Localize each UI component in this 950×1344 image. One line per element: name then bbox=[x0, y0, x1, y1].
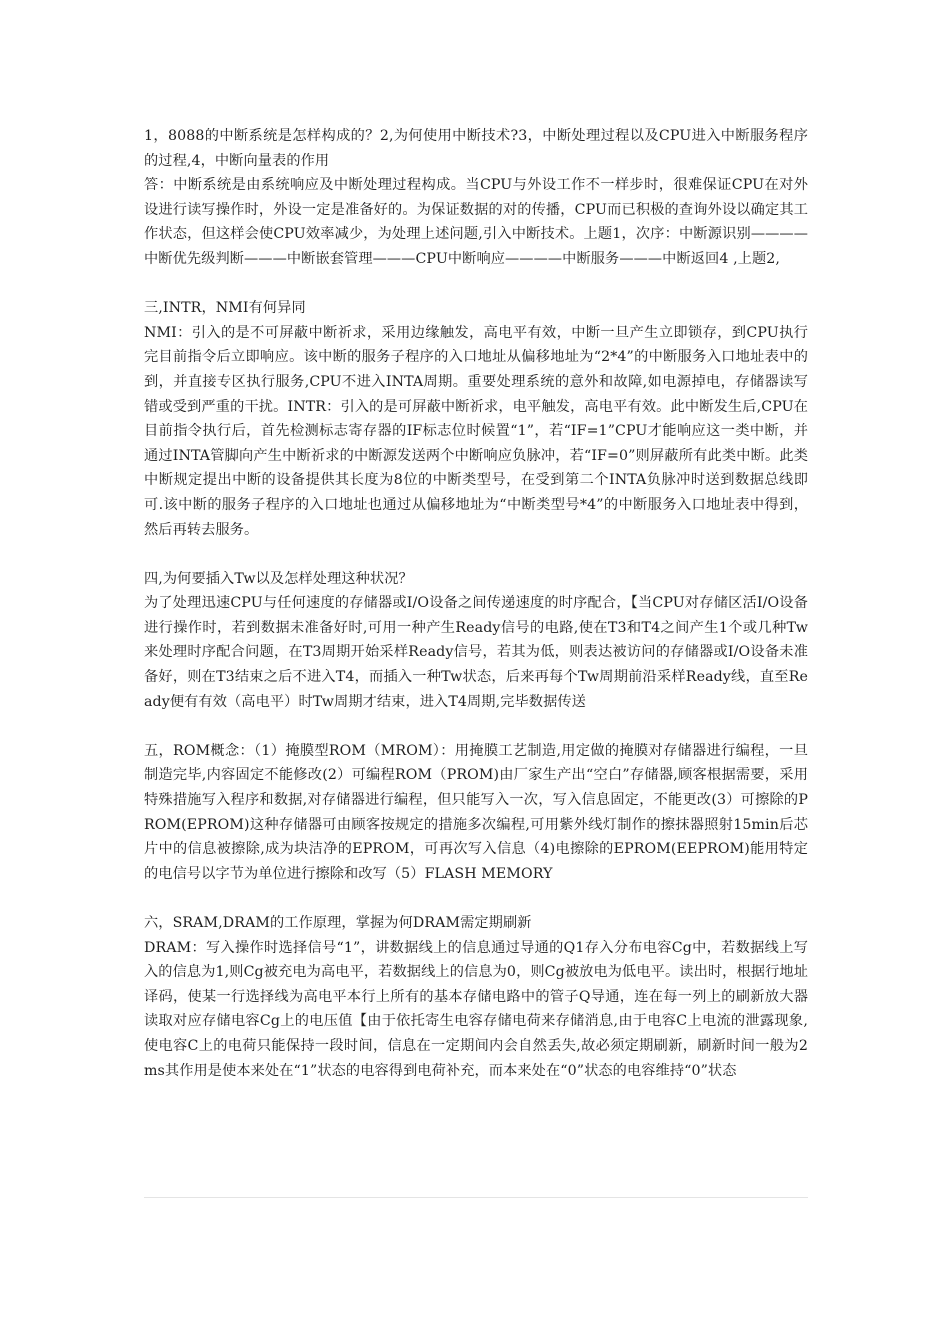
paragraph-gap bbox=[144, 272, 808, 297]
document-body bbox=[144, 124, 808, 1083]
answer-4: 为了处理迅速CPU与任何速度的存储器或I/O设备之间传递速度的时序配合，【当CPU对存储区活I/O设备进行操作时，若到数据未准备好时,可用一种产生Ready信号的电路,使在T3和T4之间产生1个或几种Tw来处理时序配合问题，在T3周期开始采样Ready信号，若其为低，则表达被访问的存储器或I/O设备未准备好，则在T3结束之后不进入T4，而插入一种Tw状态，后来再每个Tw周期前沿采样Ready线，直至Ready便有有效（高电平）时Tw周期才结束，进入T4周期,完毕数据传送 bbox=[144, 595, 808, 710]
question-6: 六，SRAM,DRAM的工作原理，掌握为何DRAM需定期刷新 bbox=[144, 915, 532, 931]
question-1: 1，8088的中断系统是怎样构成的？2,为何使用中断技术?3，中断处理过程以及CPU进入中断服务程序的过程,4，中断向量表的作用 bbox=[144, 128, 808, 169]
answer-1: 答：中断系统是由系统响应及中断处理过程构成。当CPU与外设工作不一样步时，很难保证CPU在对外设进行读写操作时，外设一定是准备好的。为保证数据的对的传播，CPU而已积极的查询外设以确定其工作状态，但这样会使CPU效率减少，为处理上述问题,引入中断技术。上题1，次序：中断源识别————中断优先级判断———中断嵌套管理———CPU中断响应————中断服务———中断返回4 ,上题2, bbox=[144, 177, 808, 267]
paragraph-gap bbox=[144, 542, 808, 567]
paragraph-gap bbox=[144, 714, 808, 739]
paragraph-gap bbox=[144, 886, 808, 911]
answer-5-rom-concepts: 五，ROM概念：（1）掩膜型ROM（MROM）：用掩膜工艺制造,用定做的掩膜对存储器进行编程，一旦制造完毕,内容固定不能修改(2）可编程ROM（PROM)由厂家生产出“空白”存储器,顾客根据需要，采用特殊措施写入程序和数据,对存储器进行编程，但只能写入一次，写入信息固定，不能更改(3）可擦除的PROM(EPROM)这种存储器可由顾客按规定的措施多次编程,可用紫外线灯制作的擦抹器照射15min后芯片中的信息被擦除,成为块洁净的EPROM，可再次写入信息（4)电擦除的EPROM(EEPROM)能用特定的电信号以字节为单位进行擦除和改写（5）FLASH MEMORY bbox=[144, 742, 808, 882]
question-4: 四,为何要插入Tw以及怎样处理这种状况？ bbox=[144, 570, 413, 587]
answer-6: DRAM：写入操作时选择信号“1”，讲数据线上的信息通过导通的Q1存入分布电容Cg中，若数据线上写入的信息为1,则Cg被充电为高电平，若数据线上的信息为0，则Cg被放电为低电平。读出时，根据行地址译码，使某一行选择线为高电平本行上所有的基本存储电路中的管子Q导通，连在每一列上的刷新放大器读取对应存储电容Cg上的电压值【由于依托寄生电容存储电荷来存储消息,由于电容C上电流的泄露现象,使电容C上的电荷只能保持一段时间，信息在一定期间内会自然丢失,故必须定期刷新，刷新时间一般为2ms其作用是使本来处在“1”状态的电容得到电荷补充，而本来处在“0”状态的电容维持“0”状态 bbox=[144, 939, 808, 1079]
page-bottom-divider bbox=[144, 1197, 808, 1198]
answer-3: NMI：引入的是不可屏蔽中断祈求，采用边缘触发，高电平有效，中断一旦产生立即锁存，到CPU执行完目前指令后立即响应。该中断的服务子程序的入口地址从偏移地址为“2*4”的中断服务入口地址表中的到，并直接专区执行服务,CPU不进入INTA周期。重要处理系统的意外和故障,如电源掉电，存储器读写错或受到严重的干扰。INTR：引入的是可屏蔽中断祈求，电平触发，高电平有效。此中断发生后,CPU在目前指令执行后，首先检测标志寄存器的IF标志位时候置“1”，若“IF=1”CPU才能响应这一类中断，并通过INTA管脚向产生中断祈求的中断源发送两个中断响应负脉冲，若“IF=0”则屏蔽所有此类中断。此类中断规定提出中断的设备提供其长度为8位的中断类型号，在受到第二个INTA负脉冲时送到数据总线即可.该中断的服务子程序的入口地址也通过从偏移地址为“中断类型号*4”的中断服务入口地址表中得到，然后再转去服务。 bbox=[144, 324, 808, 538]
question-3: 三,INTR，NMI有何异同 bbox=[144, 300, 306, 317]
